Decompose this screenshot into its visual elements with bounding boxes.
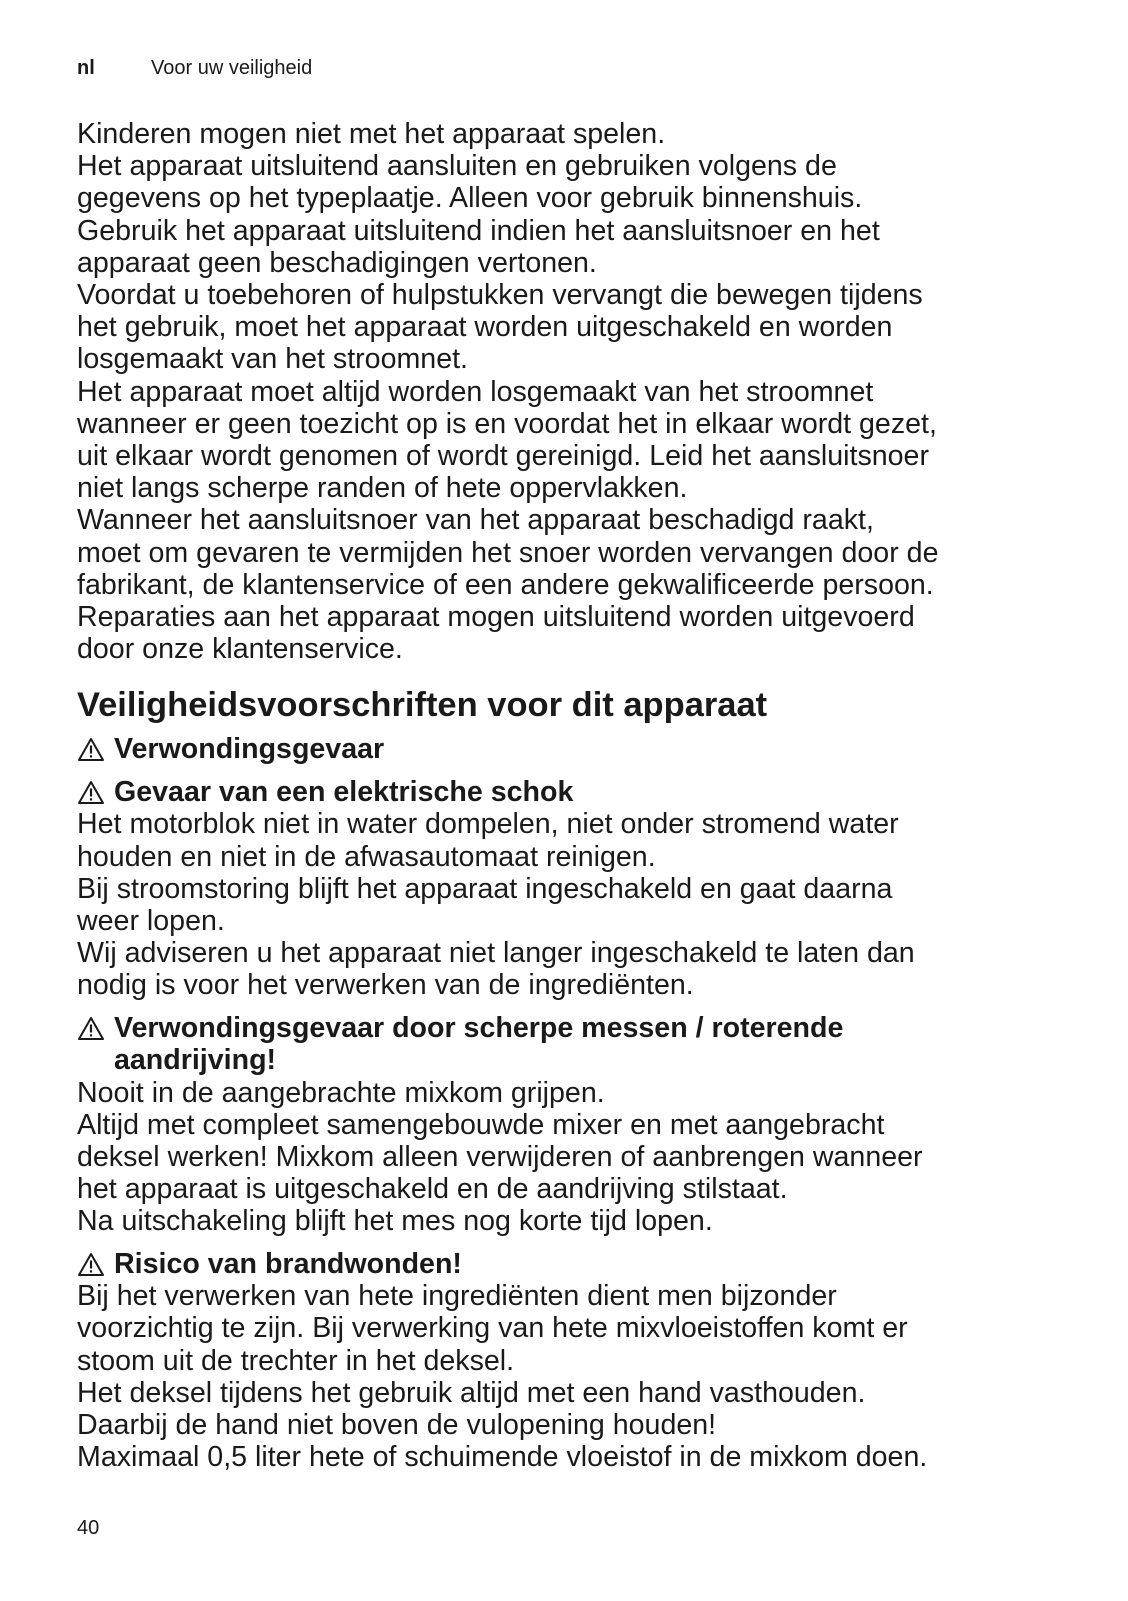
text-line: Nooit in de aangebrachte mixkom grijpen. [77,1076,605,1109]
header-section-title: Voor uw veiligheid [151,57,313,79]
warning-triangle-icon [77,1252,105,1277]
text-line: Altijd met compleet samengebouwde mixer en met aangebracht [77,1108,885,1141]
text-line: Reparaties aan het apparaat mogen uitsluitend worden uitgevoerd [77,601,915,634]
shock-paragraph [77,808,1077,1001]
text-line: voorzichtig te zijn. Bij verwerking van hete mixvloeistoffen komt er [77,1312,908,1345]
page-number: 40 [77,1517,100,1539]
text-line: nodig is voor het verwerken van de ingrediënten. [77,969,694,1002]
text-line: Daarbij de hand niet boven de vulopening houden! [77,1409,717,1441]
text-line: apparaat geen beschadigingen vertonen. [77,246,597,279]
text-line: Het apparaat moet altijd worden losgemaakt van het stroomnet [77,375,874,408]
text-line: Bij het verwerken van hete ingrediënten dient men bijzonder [77,1280,837,1313]
warning-heading-shock [77,776,1077,809]
text-line: door onze klantenservice. [77,633,403,666]
text-line: moet om gevaren te vermijden het snoer worden vervangen door de [77,536,939,569]
warning-label [114,1012,1077,1077]
text-line: Wij adviseren u het apparaat niet langer ingeschakeld te laten dan [77,937,915,970]
text-line: Gebruik het apparaat uitsluitend indien het aansluitsnoer en het [77,214,880,247]
warning-triangle-icon [77,1016,105,1041]
text-line: Het deksel tijdens het gebruik altijd met een hand vasthouden. [77,1376,866,1409]
text-line: Maximaal 0,5 liter hete of schuimende vloeistof in de mixkom doen. [77,1441,928,1474]
text-line: gegevens op het typeplaatje. Alleen voor gebruik binnenshuis. [77,182,863,215]
section-title: Veiligheidsvoorschriften voor dit apparaat [77,686,768,725]
text-line: het gebruik, moet het apparaat worden uitgeschakeld en worden [77,311,893,344]
page-header [77,56,312,80]
text-line: Na uitschakeling blijft het mes nog korte tijd lopen. [77,1205,713,1238]
text-line: Het motorblok niet in water dompelen, niet onder stromend water [77,808,899,841]
text-line: stoom uit de trechter in het deksel. [77,1344,515,1377]
warning-label: Gevaar van een elektrische schok [114,775,574,808]
text-line: het apparaat is uitgeschakeld en de aandrijving stilstaat. [77,1173,788,1206]
text-line: houden en niet in de afwasautomaat reinigen. [77,840,656,873]
text-line: Kinderen mogen niet met het apparaat spelen. [77,118,666,150]
page-content [77,118,1077,1473]
text-line: deksel werken! Mixkom alleen verwijderen of aanbrengen wanneer [77,1141,923,1174]
text-line: Het apparaat uitsluitend aansluiten en gebruiken volgens de [77,150,837,183]
warning-heading-injury [77,733,1077,766]
language-code: nl [77,57,95,79]
text-line: uit elkaar wordt genomen of wordt gereinigd. Leid het aansluitsnoer [77,440,929,473]
warning-label-line: aandrijving! [114,1044,277,1077]
warning-heading-blades [77,1012,1077,1077]
warning-label: Risico van brandwonden! [114,1247,462,1280]
text-line: Voordat u toebehoren of hulpstukken vervangt die bewegen tijdens [77,279,923,312]
text-line: Wanneer het aansluitsnoer van het apparaat beschadigd raakt, [77,504,874,537]
text-line: niet langs scherpe randen of hete oppervlakken. [77,472,688,505]
text-line: wanneer er geen toezicht op is en voordat het in elkaar wordt gezet, [77,407,937,440]
warning-triangle-icon [77,737,105,762]
blades-paragraph [77,1077,1077,1238]
warning-label: Verwondingsgevaar [114,733,385,766]
text-line: weer lopen. [77,905,225,938]
warning-label-line: Verwondingsgevaar door scherpe messen / roterende [114,1011,844,1044]
intro-paragraph [77,118,1077,665]
warning-triangle-icon [77,780,105,805]
text-line: Bij stroomstoring blijft het apparaat ingeschakeld en gaat daarna [77,872,893,905]
text-line: losgemaakt van het stroomnet. [77,343,468,376]
warning-heading-burns [77,1248,1077,1281]
burns-paragraph [77,1280,1077,1473]
text-line: fabrikant, de klantenservice of een andere gekwalificeerde persoon. [77,568,934,601]
